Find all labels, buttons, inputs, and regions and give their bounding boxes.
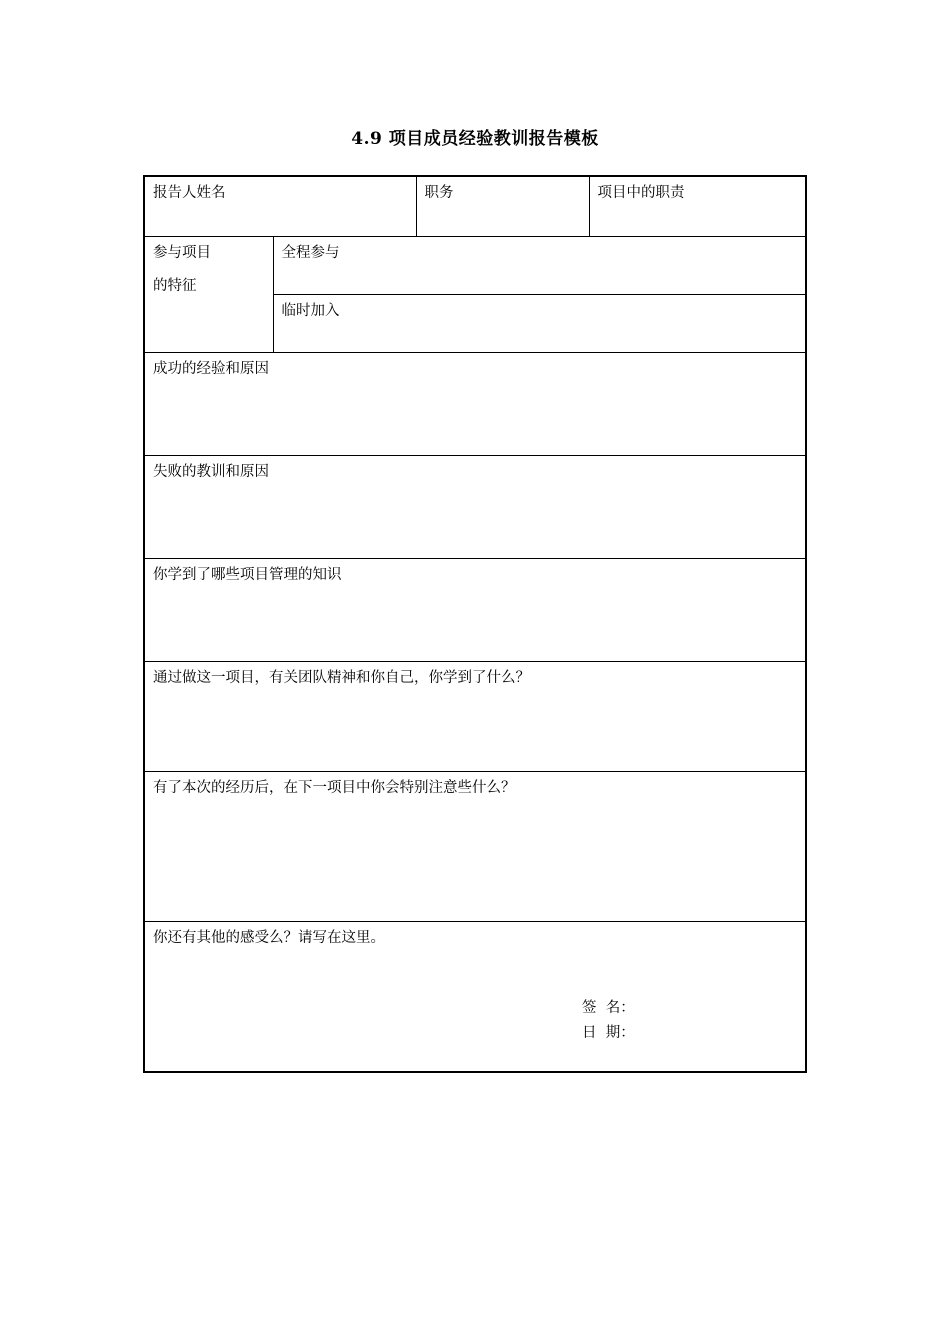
success-label: 成功的经验和原因 <box>153 360 269 377</box>
participation-label-line1: 参与项目 <box>153 244 211 261</box>
option-temp-label: 临时加入 <box>281 302 340 319</box>
next-project-label: 有了本次的经历后，在下一项目中你会特别注意些什么？ <box>153 779 516 796</box>
form-row-other-feelings <box>144 921 806 1072</box>
other-feelings-cell[interactable] <box>144 921 806 1072</box>
knowledge-label: 你学到了哪些项目管理的知识 <box>153 566 342 583</box>
other-feelings-label: 你还有其他的感受么？请写在这里。 <box>153 929 385 946</box>
signature-label: 签 名： <box>582 999 635 1016</box>
form-row-participation-full <box>144 236 806 294</box>
lessons-learned-form <box>143 175 807 1073</box>
signature-block <box>582 996 635 1046</box>
option-full-label: 全程参与 <box>281 244 340 261</box>
form-row-failure <box>144 455 806 558</box>
teamwork-label: 通过做这一项目，有关团队精神和你自己，你学到了什么？ <box>153 669 530 686</box>
option-temp-cell[interactable] <box>273 294 806 352</box>
page-title: 4.9 项目成员经验教训报告模板 <box>351 129 599 149</box>
position-label: 职务 <box>424 185 454 201</box>
participation-label-cell <box>144 236 273 352</box>
option-full-cell[interactable] <box>273 236 806 294</box>
participation-label-line2: 的特征 <box>153 277 197 294</box>
form-row-teamwork <box>144 661 806 771</box>
date-label: 日 期： <box>582 1024 635 1041</box>
success-cell[interactable] <box>144 352 806 455</box>
failure-cell[interactable] <box>144 455 806 558</box>
next-project-cell[interactable] <box>144 771 806 921</box>
failure-label: 失败的教训和原因 <box>153 463 269 480</box>
project-role-cell[interactable] <box>589 176 806 236</box>
reporter-name-label: 报告人姓名 <box>153 185 226 201</box>
form-row-success <box>144 352 806 455</box>
reporter-name-cell[interactable] <box>144 176 416 236</box>
project-role-label: 项目中的职责 <box>597 185 685 201</box>
teamwork-cell[interactable] <box>144 661 806 771</box>
position-cell[interactable] <box>416 176 589 236</box>
form-row-next-project <box>144 771 806 921</box>
knowledge-cell[interactable] <box>144 558 806 661</box>
form-row-knowledge <box>144 558 806 661</box>
form-row-reporter <box>144 176 806 236</box>
